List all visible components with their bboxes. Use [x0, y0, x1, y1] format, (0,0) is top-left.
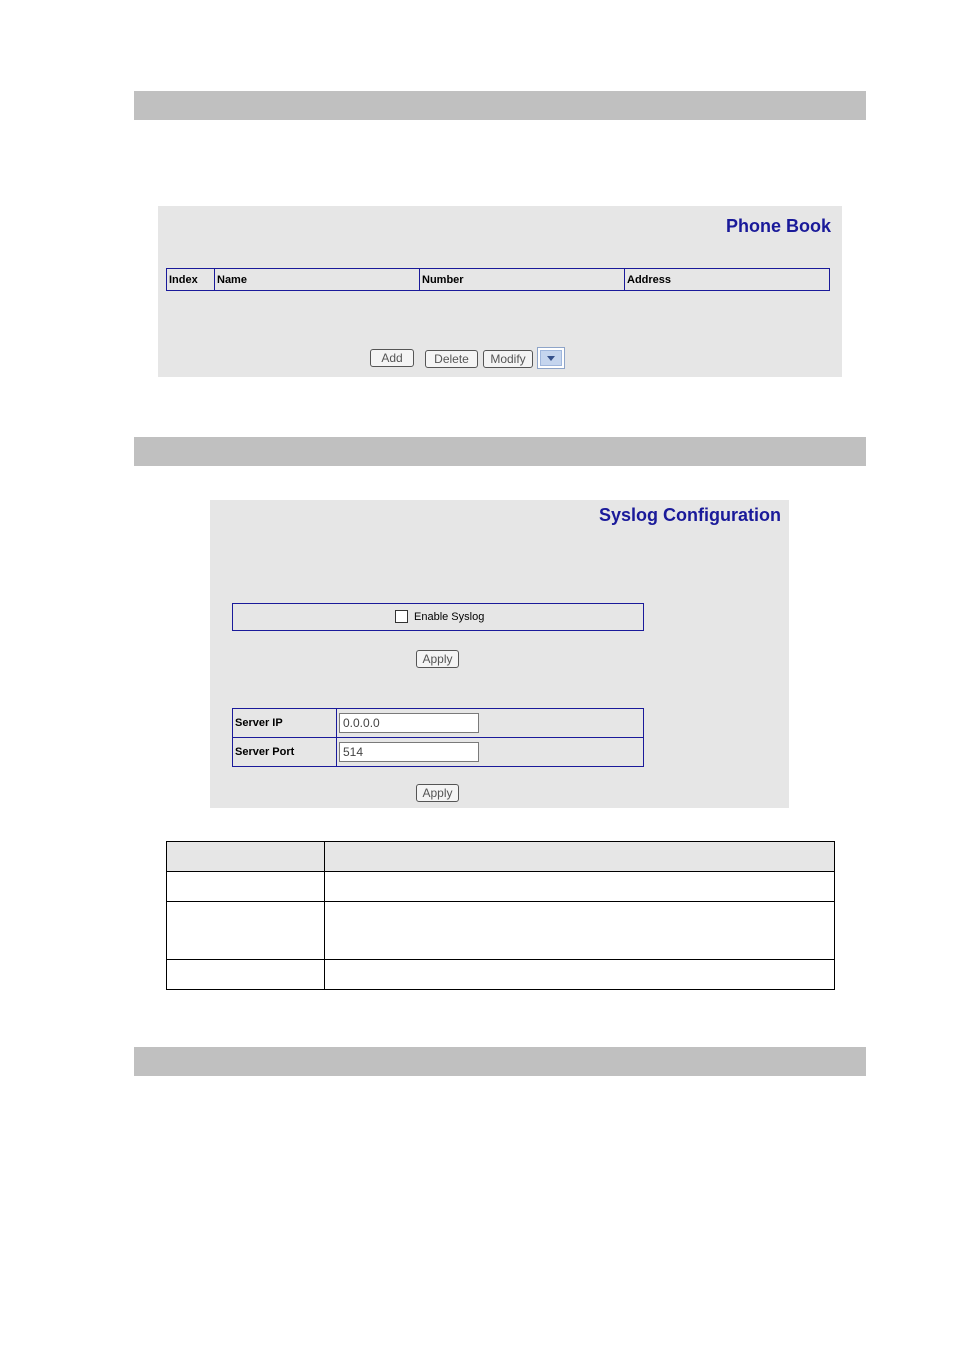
- phone-book-title: Phone Book: [725, 216, 831, 236]
- apply-server-button[interactable]: Apply: [416, 784, 459, 802]
- table-cell: [167, 960, 325, 990]
- server-port-cell: [337, 738, 644, 767]
- column-header-number: Number: [420, 269, 625, 291]
- table-header-row: [167, 842, 835, 872]
- server-ip-cell: [337, 709, 644, 738]
- table-row: [233, 709, 644, 738]
- table-cell: [167, 902, 325, 960]
- enable-syslog-label: Enable Syslog: [414, 610, 485, 623]
- server-settings-table: [232, 708, 644, 767]
- delete-button[interactable]: Delete: [425, 350, 478, 368]
- phone-book-table: [166, 268, 830, 291]
- enable-syslog-row: [395, 610, 484, 623]
- table-row: [167, 960, 835, 990]
- modify-button[interactable]: Modify: [483, 350, 533, 368]
- table-row: [233, 738, 644, 767]
- section-header-bar: [134, 437, 866, 466]
- add-button[interactable]: Add: [370, 349, 414, 367]
- table-cell: [325, 872, 835, 902]
- description-table: [166, 841, 835, 990]
- section-header-bar: [134, 1047, 866, 1076]
- table-cell: [167, 872, 325, 902]
- server-ip-input[interactable]: [339, 713, 479, 733]
- phone-book-panel: [158, 206, 842, 377]
- table-row: [167, 902, 835, 960]
- table-cell: [325, 902, 835, 960]
- table-cell: [167, 842, 325, 872]
- table-cell: [325, 842, 835, 872]
- syslog-title: Syslog Configuration: [599, 505, 781, 525]
- syslog-panel: [210, 500, 789, 808]
- table-cell: [325, 960, 835, 990]
- table-header-row: [167, 269, 830, 291]
- apply-enable-button[interactable]: Apply: [416, 650, 459, 668]
- enable-syslog-checkbox[interactable]: [395, 610, 408, 623]
- table-row: [167, 872, 835, 902]
- chevron-down-icon: [540, 350, 562, 366]
- server-ip-label: Server IP: [233, 709, 337, 738]
- column-header-index: Index: [167, 269, 215, 291]
- server-port-label: Server Port: [233, 738, 337, 767]
- server-port-input[interactable]: [339, 742, 479, 762]
- column-header-address: Address: [625, 269, 830, 291]
- column-header-name: Name: [215, 269, 420, 291]
- section-header-bar: [134, 91, 866, 120]
- enable-syslog-box: [232, 603, 644, 631]
- dropdown-select[interactable]: [537, 347, 565, 369]
